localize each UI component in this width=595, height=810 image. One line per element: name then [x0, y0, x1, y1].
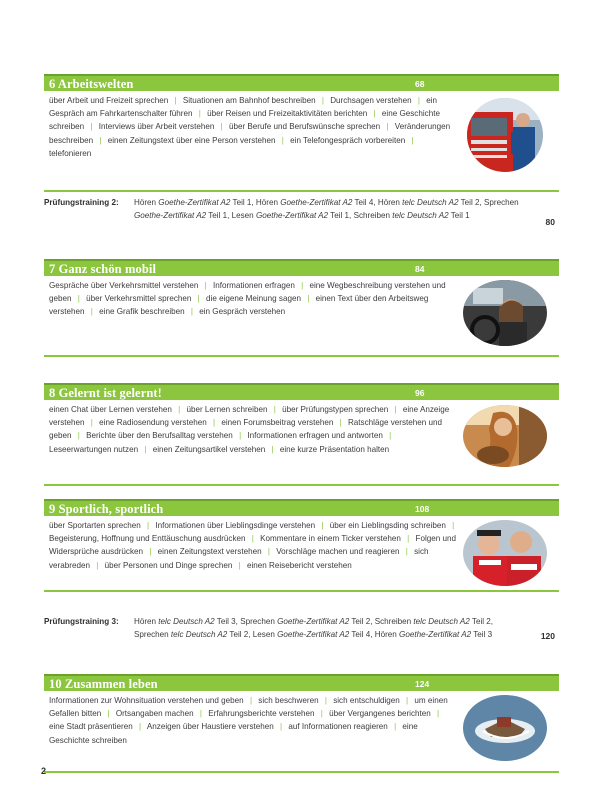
topic-separator: | — [178, 405, 181, 414]
unit-9-body — [44, 516, 559, 592]
exam-name: telc Deutsch A2 — [402, 198, 459, 207]
topic-separator: | — [77, 294, 80, 304]
exam-part: Sprechen — [484, 198, 519, 207]
topic-separator: | — [239, 431, 242, 441]
topic-separator: | — [321, 521, 324, 530]
topic-item: über Vergangenes berichten — [329, 709, 431, 719]
topic-item: ein Telefongespräch vorbereiten — [290, 135, 406, 145]
unit-8-topics — [49, 403, 459, 456]
unit-10-page: 124 — [415, 679, 430, 689]
topic-item: Ortsangaben machen — [115, 709, 194, 719]
topic-separator: | — [174, 96, 177, 105]
unit-6-topics — [49, 94, 459, 160]
unit-7-page: 84 — [415, 264, 425, 274]
topic-item: eine Wegbeschreibung verstehen und geben — [49, 281, 446, 304]
topic-item: einen Text über den Arbeitsweg verstehen — [49, 294, 429, 317]
topic-item: telefonieren — [49, 148, 92, 158]
exam-part: Schreiben — [353, 211, 393, 220]
topic-separator: | — [90, 122, 93, 132]
unit-8-page: 96 — [415, 388, 425, 398]
topic-item: eine Geschichte schreiben — [49, 109, 440, 132]
topic-separator: | — [389, 431, 392, 441]
exam-part: Lesen — [231, 211, 256, 220]
unit-8-header — [44, 383, 559, 400]
exam-part: Lesen — [252, 630, 278, 639]
unit-6-header — [44, 74, 559, 91]
exam-part: Hören — [377, 198, 403, 207]
topic-separator: | — [149, 547, 152, 557]
topic-item: Interviews über Arbeit verstehen — [98, 122, 215, 132]
unit-10-photo — [463, 695, 547, 761]
unit-10-header — [44, 674, 559, 691]
topic-separator: | — [386, 122, 389, 132]
exam-name: Goethe-Zertifikat A2 — [399, 630, 472, 639]
topic-item: eine kurze Präsentation halten — [279, 444, 390, 454]
exam-part: Teil 4, — [349, 630, 375, 639]
topic-separator: | — [77, 431, 80, 441]
island-house-photo — [463, 695, 547, 761]
training-2-text — [134, 196, 529, 222]
training-2-label: Prüfungstraining 2: — [44, 198, 119, 207]
truck-mechanic-photo — [467, 98, 543, 172]
unit-6-section — [44, 74, 559, 192]
topic-item: sich beschweren — [258, 696, 319, 705]
car-driver-photo — [463, 280, 547, 346]
topic-separator: | — [190, 307, 193, 317]
exam-name: Goethe-Zertifikat A2 — [158, 198, 231, 207]
exam-part: Teil 1, — [328, 211, 354, 220]
topic-separator: | — [198, 109, 201, 119]
topic-item: über Reisen und Freizeitaktivitäten berichten — [207, 109, 368, 119]
topic-separator: | — [212, 418, 216, 428]
topic-item: Vorschläge machen und reagieren — [276, 547, 400, 557]
unit-10-topics — [49, 694, 459, 747]
exam-part: Teil 2, — [227, 630, 253, 639]
exam-name: telc Deutsch A2 — [413, 617, 470, 626]
unit-7-topics — [49, 279, 459, 319]
exam-part: Teil 3 — [471, 630, 493, 639]
exam-part: Teil 4, — [352, 198, 378, 207]
topic-separator: | — [197, 294, 200, 304]
topic-separator: | — [307, 294, 310, 304]
topic-item: Erfahrungsberichte verstehen — [208, 709, 315, 719]
unit-7-section — [44, 259, 559, 357]
topic-item: über Personen und Dinge sprechen — [104, 560, 233, 570]
topic-separator: | — [138, 722, 142, 732]
topic-separator: | — [144, 444, 147, 454]
guitar-player-photo — [463, 405, 547, 467]
exam-part: Teil 1, — [206, 211, 232, 220]
topic-separator: | — [417, 96, 420, 105]
topic-separator: | — [199, 709, 203, 719]
page-number: 2 — [41, 766, 47, 776]
topic-separator: | — [220, 122, 223, 132]
topic-item: sich entschuldigen — [333, 696, 400, 705]
exam-part: Hören — [374, 630, 400, 639]
training-3-label: Prüfungstraining 3: — [44, 617, 119, 626]
topic-separator: | — [405, 547, 408, 557]
topic-item: einen Zeitungstext verstehen — [157, 547, 262, 557]
topic-item: sich verabreden — [49, 547, 429, 570]
topic-item: über Prüfungstypen sprechen — [282, 405, 389, 414]
topic-item: Situationen am Bahnhof beschreiben — [182, 96, 316, 105]
exam-part: Sprechen — [134, 630, 171, 639]
topic-item: über Arbeit und Freizeit sprechen — [49, 96, 169, 105]
exam-name: Goethe-Zertifikat A2 — [277, 630, 350, 639]
topic-item: Gespräche über Verkehrsmittel verstehen — [49, 281, 199, 290]
topic-item: einen Zeitungsartikel verstehen — [152, 444, 266, 454]
topic-item: Informationen über Lieblingsdinge verstehen — [155, 521, 316, 530]
topic-item: Begeisterung, Hoffnung und Enttäuschung ausdrücken — [49, 534, 246, 544]
topic-separator: | — [301, 281, 304, 290]
topic-item: um einen Gefallen bitten — [49, 696, 448, 719]
unit-7-body — [44, 276, 559, 357]
topic-separator: | — [107, 709, 110, 719]
football-fans-photo — [463, 520, 547, 586]
topic-item: einen Forumsbeitrag verstehen — [221, 418, 334, 428]
topic-item: Durchsagen verstehen — [330, 96, 412, 105]
exam-name: telc Deutsch A2 — [170, 630, 228, 639]
topic-separator: | — [373, 109, 376, 119]
topic-separator: | — [339, 418, 342, 428]
topic-item: eine Geschichte schreiben — [49, 722, 418, 745]
exam-part: Teil 1, — [230, 198, 256, 207]
unit-8-body — [44, 400, 559, 486]
topic-separator: | — [411, 135, 414, 145]
exam-part: Hören — [134, 617, 159, 626]
exam-part: Teil 2, — [349, 617, 375, 626]
topic-separator: | — [273, 405, 276, 414]
topic-item: eine Grafik beschreiben — [99, 307, 185, 317]
unit-7-photo — [463, 280, 547, 346]
topic-separator: | — [271, 444, 274, 454]
unit-6-title: 6 Arbeitswelten — [49, 77, 134, 91]
exam-name: Goethe-Zertifikat A2 — [277, 617, 350, 626]
topic-item: über Verkehrsmittel sprechen — [86, 294, 192, 304]
topic-item: über ein Lieblingsding schreiben — [329, 521, 446, 530]
exam-name: telc Deutsch A2 — [392, 211, 449, 220]
topic-separator: | — [204, 281, 207, 290]
exam-part: Schreiben — [374, 617, 414, 626]
topic-item: Folgen und Widersprüche ausdrücken — [49, 534, 457, 557]
exam-name: telc Deutsch A2 — [158, 617, 215, 626]
exam-part: Hören — [134, 198, 159, 207]
unit-10-title: 10 Zusammen leben — [49, 677, 158, 691]
topic-item: Informationen zur Wohnsituation verstehen und geben — [49, 696, 244, 705]
topic-item: die eigene Meinung sagen — [206, 294, 301, 304]
exam-part: Teil 2, — [458, 198, 485, 207]
topic-separator: | — [324, 696, 327, 705]
topic-item: Veränderungen beschreiben — [49, 122, 451, 145]
topic-separator: | — [238, 560, 241, 570]
topic-separator: | — [96, 560, 99, 570]
exam-name: Goethe-Zertifikat A2 — [280, 198, 353, 207]
exam-part: Teil 2, — [469, 617, 494, 626]
unit-8-title: 8 Gelernt ist gelernt! — [49, 386, 162, 400]
topic-separator: | — [394, 405, 397, 414]
topic-separator: | — [407, 534, 410, 544]
topic-item: ein Gespräch verstehen — [199, 307, 286, 317]
topic-item: über Sportarten sprechen — [49, 521, 141, 530]
exam-part: Teil 1 — [448, 211, 470, 220]
exam-part: Hören — [255, 198, 281, 207]
topic-item: Berichte über den Berufsalltag verstehen — [86, 431, 233, 441]
unit-8-section — [44, 383, 559, 486]
topic-separator: | — [280, 722, 283, 732]
topic-item: über Berufe und Berufswünsche sprechen — [228, 122, 381, 132]
training-2-page: 80 — [545, 217, 555, 227]
topic-item: eine Stadt präsentieren — [49, 722, 133, 732]
topic-separator: | — [394, 722, 397, 732]
unit-6-body — [44, 91, 559, 192]
topic-item: Informationen erfragen und antworten — [247, 431, 383, 441]
topic-item: eine Radiosendung verstehen — [99, 418, 207, 428]
exam-name: Goethe-Zertifikat A2 — [255, 211, 329, 220]
unit-9-section — [44, 499, 559, 592]
topic-separator: | — [99, 135, 102, 145]
topic-item: Informationen erfragen — [212, 281, 295, 290]
training-2 — [44, 196, 559, 227]
training-3-page: 120 — [540, 631, 555, 641]
topic-separator: | — [147, 521, 150, 530]
unit-9-topics — [49, 519, 459, 572]
topic-separator: | — [281, 135, 284, 145]
topic-item: auf Informationen reagieren — [288, 722, 388, 732]
topic-separator: | — [249, 696, 253, 705]
training-3 — [44, 615, 559, 641]
topic-item: einen Reisebericht verstehen — [246, 560, 352, 570]
exam-name: Goethe-Zertifikat A2 — [134, 211, 207, 220]
topic-item: ein Gespräch am Fahrkartenschalter führen — [49, 96, 438, 119]
unit-6-page: 68 — [415, 79, 425, 89]
topic-separator: | — [251, 534, 254, 544]
unit-8-photo — [463, 405, 547, 467]
unit-7-title: 7 Ganz schön mobil — [49, 262, 157, 276]
topic-separator: | — [437, 709, 440, 719]
unit-10-body — [44, 691, 559, 773]
unit-10-section — [44, 674, 559, 773]
topic-separator: | — [321, 96, 324, 105]
topic-item: eine Anzeige verstehen — [49, 405, 450, 428]
topic-separator: | — [90, 307, 93, 317]
topic-separator: | — [90, 418, 93, 428]
topic-item: Anzeigen über Haustiere verstehen — [146, 722, 274, 732]
topic-item: Ratschläge verstehen und geben — [49, 418, 442, 441]
unit-9-photo — [463, 520, 547, 586]
unit-7-header — [44, 259, 559, 276]
unit-6-photo — [467, 98, 543, 172]
exam-part: Sprechen — [240, 617, 278, 626]
unit-9-header — [44, 499, 559, 516]
topic-item: über Lernen schreiben — [186, 405, 268, 414]
unit-9-title: 9 Sportlich, sportlich — [49, 502, 164, 516]
unit-9-page: 108 — [415, 504, 430, 514]
topic-item: Kommentare in einem Ticker verstehen — [260, 534, 401, 544]
exam-part: Teil 3, — [214, 617, 241, 626]
topic-item: Leseerwartungen nutzen — [49, 444, 139, 454]
topic-separator: | — [452, 521, 455, 530]
topic-item: einen Chat über Lernen verstehen — [49, 405, 172, 414]
topic-separator: | — [406, 696, 409, 705]
topic-separator: | — [267, 547, 270, 557]
topic-separator: | — [320, 709, 323, 719]
topic-item: einen Zeitungstext über eine Person verstehen — [107, 135, 276, 145]
training-3-text — [134, 615, 529, 641]
